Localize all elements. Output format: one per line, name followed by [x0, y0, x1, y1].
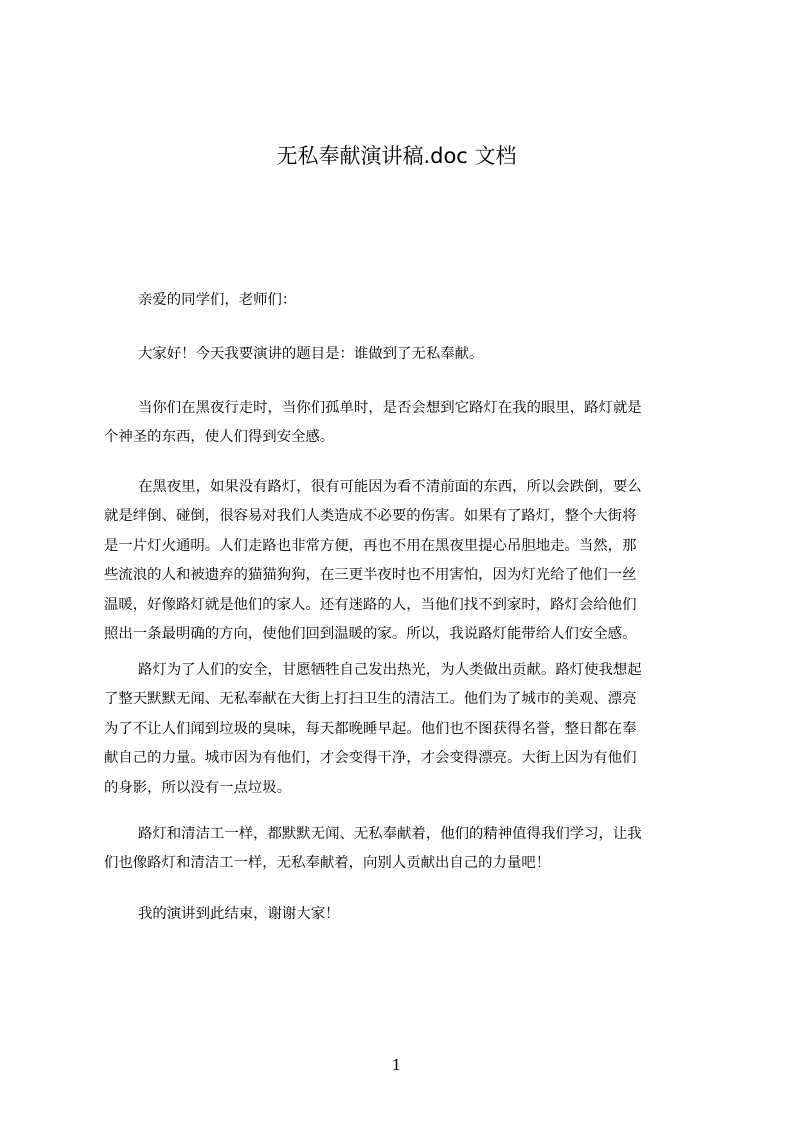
paragraph-darkness [104, 473, 700, 649]
paragraph-conclusion [104, 820, 700, 879]
document-title: 无私奉献演讲稿.doc 文档 [276, 144, 517, 168]
paragraph-streetlight-intro [104, 394, 700, 453]
paragraph-line: 温暖，好像路灯就是他们的家人。还有迷路的人，当他们找不到家时，路灯会给他们 [104, 596, 637, 613]
paragraph-line: 亲爱的同学们，老师们： [138, 292, 297, 308]
paragraph-line: 路灯和清洁工一样，都默默无闻、无私奉献着，他们的精神值得我们学习，让我 [138, 826, 642, 842]
paragraph-line: 是一片灯火通明。人们走路也非常方便，再也不用在黑夜里提心吊胆地走。当然，那 [104, 537, 637, 554]
paragraph-line: 了整天默默无闻、无私奉献在大街上打扫卫生的清洁工。他们为了城市的美观、漂亮 [104, 691, 637, 708]
paragraph-line: 我的演讲到此结束，谢谢大家！ [138, 906, 340, 922]
paragraph-greeting [104, 286, 700, 315]
paragraph-line: 们也像路灯和清洁工一样，无私奉献着，向别人贡献出自己的力量吧！ [104, 855, 551, 872]
paragraph-cleaners [104, 656, 700, 803]
paragraph-line: 路灯为了人们的安全，甘愿牺牲自己发出热光，为人类做出贡献。路灯使我想起 [138, 662, 642, 678]
paragraph-line: 些流浪的人和被遗弃的猫猫狗狗，在三更半夜时也不用害怕，因为灯光给了他们一丝 [104, 567, 637, 584]
paragraph-line: 献自己的力量。城市因为有他们，才会变得干净，才会变得漂亮。大街上因为有他们 [104, 750, 637, 767]
paragraph-topic [104, 340, 700, 369]
paragraph-line: 个神圣的东西，使人们得到安全感。 [104, 429, 335, 446]
paragraph-line: 在黑夜里，如果没有路灯，很有可能因为看不清前面的东西，所以会跌倒，要么 [138, 479, 642, 495]
paragraph-line: 为了不让人们闻到垃圾的臭味，每天都晚睡早起。他们也不图获得名誉，整日都在奉 [104, 720, 637, 737]
paragraph-line: 的身影，所以没有一点垃圾。 [104, 779, 292, 796]
page-number: 1 [391, 1056, 402, 1074]
paragraph-closing [104, 900, 700, 929]
paragraph-line: 照出一条最明确的方向，使他们回到温暖的家。所以，我说路灯能带给人们安全感。 [104, 625, 637, 642]
paragraph-line: 大家好！今天我要演讲的题目是：谁做到了无私奉献。 [138, 346, 484, 362]
paragraph-line: 就是绊倒、碰倒，很容易对我们人类造成不必要的伤害。如果有了路灯，整个大街将 [104, 508, 637, 525]
paragraph-line: 当你们在黑夜行走时，当你们孤单时，是否会想到它路灯在我的眼里，路灯就是 [138, 400, 642, 416]
